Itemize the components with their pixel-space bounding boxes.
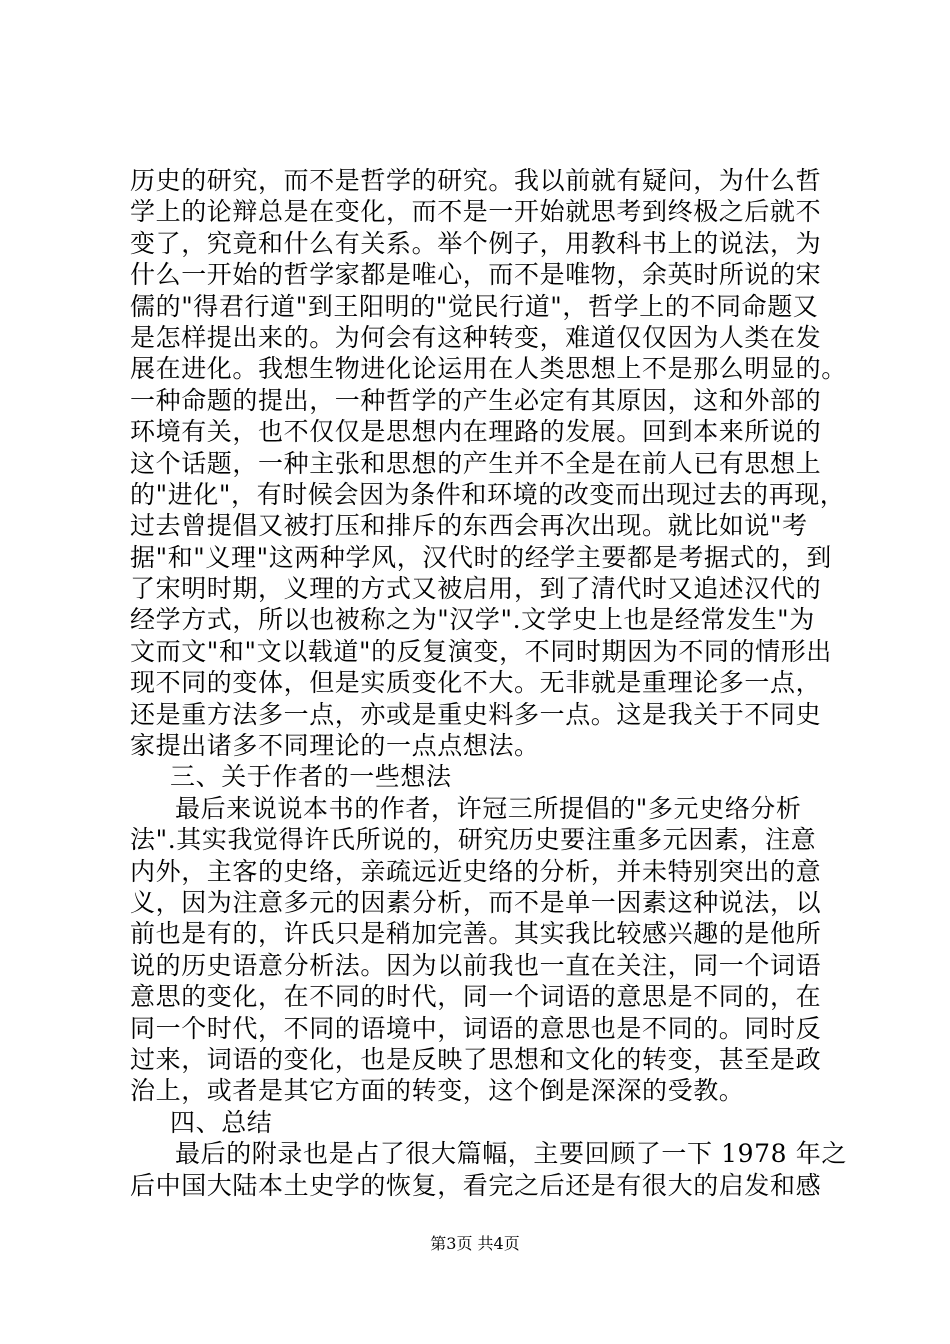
section-heading: 四、总结 xyxy=(170,1107,273,1137)
text-line: 的"进化"，有时候会因为条件和环境的改变而出现过去的再现， xyxy=(130,479,846,509)
text-line: 说的历史语意分析法。因为以前我也一直在关注，同一个词语 xyxy=(130,950,822,980)
text-line: 还是重方法多一点，亦或是重史料多一点。这是我关于不同史 xyxy=(130,699,822,729)
text-line: 环境有关，也不仅仅是思想内在理路的发展。回到本来所说的 xyxy=(130,417,822,447)
text-line: 义，因为注意多元的因素分析，而不是单一因素这种说法，以 xyxy=(130,887,822,917)
paragraph-first-line: 最后来说说本书的作者，许冠三所提倡的"多元史络分析 xyxy=(175,793,802,823)
text-line: 过去曾提倡又被打压和排斥的东西会再次出现。就比如说"考 xyxy=(130,511,808,541)
text-line: 过来，词语的变化，也是反映了思想和文化的转变，甚至是政 xyxy=(130,1044,822,1074)
text-line: 儒的"得君行道"到王阳明的"觉民行道"，哲学上的不同命题又 xyxy=(130,291,819,321)
text-line: 一种命题的提出，一种哲学的产生必定有其原因，这和外部的 xyxy=(130,385,822,415)
text-line: 学上的论辩总是在变化，而不是一开始就思考到终极之后就不 xyxy=(130,197,822,227)
document-body xyxy=(130,165,847,1201)
text-line: 后中国大陆本土史学的恢复，看完之后还是有很大的启发和感 xyxy=(130,1170,822,1200)
text-line: 家提出诸多不同理论的一点点想法。 xyxy=(130,731,540,761)
text-line: 展在进化。我想生物进化论运用在人类思想上不是那么明显的。 xyxy=(130,354,847,384)
text-line: 经学方式，所以也被称之为"汉学".文学史上也是经常发生"为 xyxy=(130,605,815,635)
text-line: 这个话题，一种主张和思想的产生并不全是在前人已有思想上 xyxy=(130,448,822,478)
text-line: 现不同的变体，但是实质变化不大。无非就是重理论多一点， xyxy=(130,668,822,698)
text-line: 历史的研究，而不是哲学的研究。我以前就有疑问，为什么哲 xyxy=(130,166,822,195)
text-line: 了宋明时期，义理的方式又被启用，到了清代时又追述汉代的 xyxy=(130,574,822,604)
text-line: 据"和"义理"这两种学风，汉代时的经学主要都是考据式的，到 xyxy=(130,542,832,572)
text-line: 同一个时代，不同的语境中，词语的意思也是不同的。同时反 xyxy=(130,1013,822,1043)
paragraph-first-line: 最后的附录也是占了很大篇幅，主要回顾了一下 1978 年之 xyxy=(175,1139,847,1169)
text-line: 内外，主客的史络，亲疏远近史络的分析，并未特别突出的意 xyxy=(130,856,822,886)
page-number-footer: 第3页 共4页 xyxy=(430,1234,520,1253)
text-line: 什么一开始的哲学家都是唯心，而不是唯物，余英时所说的宋 xyxy=(130,260,822,290)
text-line: 前也是有的，许氏只是稍加完善。其实我比较感兴趣的是他所 xyxy=(130,919,822,949)
section-heading: 三、关于作者的一些想法 xyxy=(170,762,452,792)
text-line: 文而文"和"文以载道"的反复演变，不同时期因为不同的情形出 xyxy=(130,636,832,666)
text-line: 法".其实我觉得许氏所说的，研究历史要注重多元因素，注意 xyxy=(130,825,817,855)
text-line: 变了，究竟和什么有关系。举个例子，用教科书上的说法，为 xyxy=(130,228,822,258)
text-line: 是怎样提出来的。为何会有这种转变，难道仅仅因为人类在发 xyxy=(130,322,822,352)
text-line: 治上，或者是其它方面的转变，这个倒是深深的受教。 xyxy=(130,1076,745,1106)
text-line: 意思的变化，在不同的时代，同一个词语的意思是不同的，在 xyxy=(130,982,822,1012)
